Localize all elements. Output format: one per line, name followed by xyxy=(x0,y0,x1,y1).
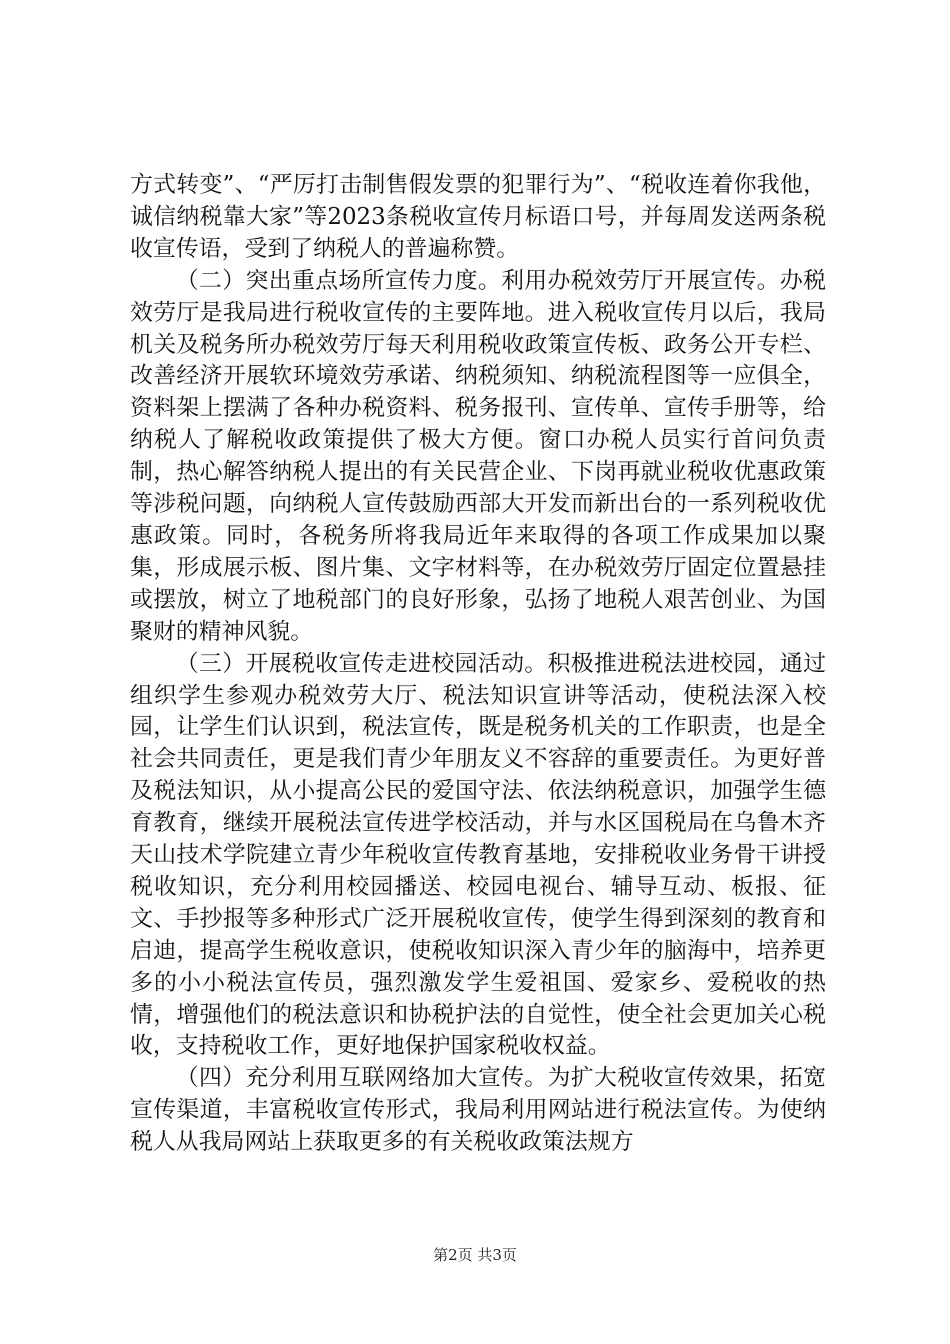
paragraph-section-4: （四）充分利用互联网络加大宣传。为扩大税收宣传效果，拓宽宣传渠道，丰富税收宣传形式，我局利用网站进行税法宣传。为使纳税人从我局网站上获取更多的有关税收政策法规方 xyxy=(130,1065,826,1156)
document-body xyxy=(130,170,826,1159)
paragraph-section-2: （二）突出重点场所宣传力度。利用办税效劳厅开展宣传。办税效劳厅是我局进行税收宣传的主要阵地。进入税收宣传月以后，我局机关及税务所办税效劳厅每天利用税收政策宣传板、政务公开专栏、改善经济开展软环境效劳承诺、纳税须知、纳税流程图等一应俱全，资料架上摆满了各种办税资料、税务报刊、宣传单、宣传手册等，给纳税人了解税收政策提供了极大方便。窗口办税人员实行首问负责制，热心解答纳税人提出的有关民营企业、下岗再就业税收优惠政策等涉税问题，向纳税人宣传鼓励西部大开发而新出台的一系列税收优惠政策。同时，各税务所将我局近年来取得的各项工作成果加以聚集，形成展示板、图片集、文字材料等，在办税效劳厅固定位置悬挂或摆放，树立了地税部门的良好形象，弘扬了地税人艰苦创业、为国聚财的精神风貌。 xyxy=(130,267,826,645)
paragraph-continuation: 方式转变”、“严厉打击制售假发票的犯罪行为”、“税收连着你我他，诚信纳税靠大家”等2023条税收宣传月标语口号，并每周发送两条税收宣传语，受到了纳税人的普遍称赞。 xyxy=(130,172,826,262)
paragraph-section-3: （三）开展税收宣传走进校园活动。积极推进税法进校园，通过组织学生参观办税效劳大厅、税法知识宣讲等活动，使税法深入校园，让学生们认识到，税法宣传，既是税务机关的工作职责，也是全社会共同责任，更是我们青少年朋友义不容辞的重要责任。为更好普及税法知识，从小提高公民的爱国守法、依法纳税意识，加强学生德育教育，继续开展税法宣传进学校活动，并与水区国税局在乌鲁木齐天山技术学院建立青少年税收宣传教育基地，安排税收业务骨干讲授税收知识，充分利用校园播送、校园电视台、辅导互动、板报、征文、手抄报等多种形式广泛开展税收宣传，使学生得到深刻的教育和启迪，提高学生税收意识，使税收知识深入青少年的脑海中，培养更多的小小税法宣传员，强烈激发学生爱祖国、爱家乡、爱税收的热情，增强他们的税法意识和协税护法的自觉性，使全社会更加关心税收，支持税收工作，更好地保护国家税收权益。 xyxy=(130,650,826,1060)
page-footer: 第2页 共3页 xyxy=(433,1246,517,1264)
